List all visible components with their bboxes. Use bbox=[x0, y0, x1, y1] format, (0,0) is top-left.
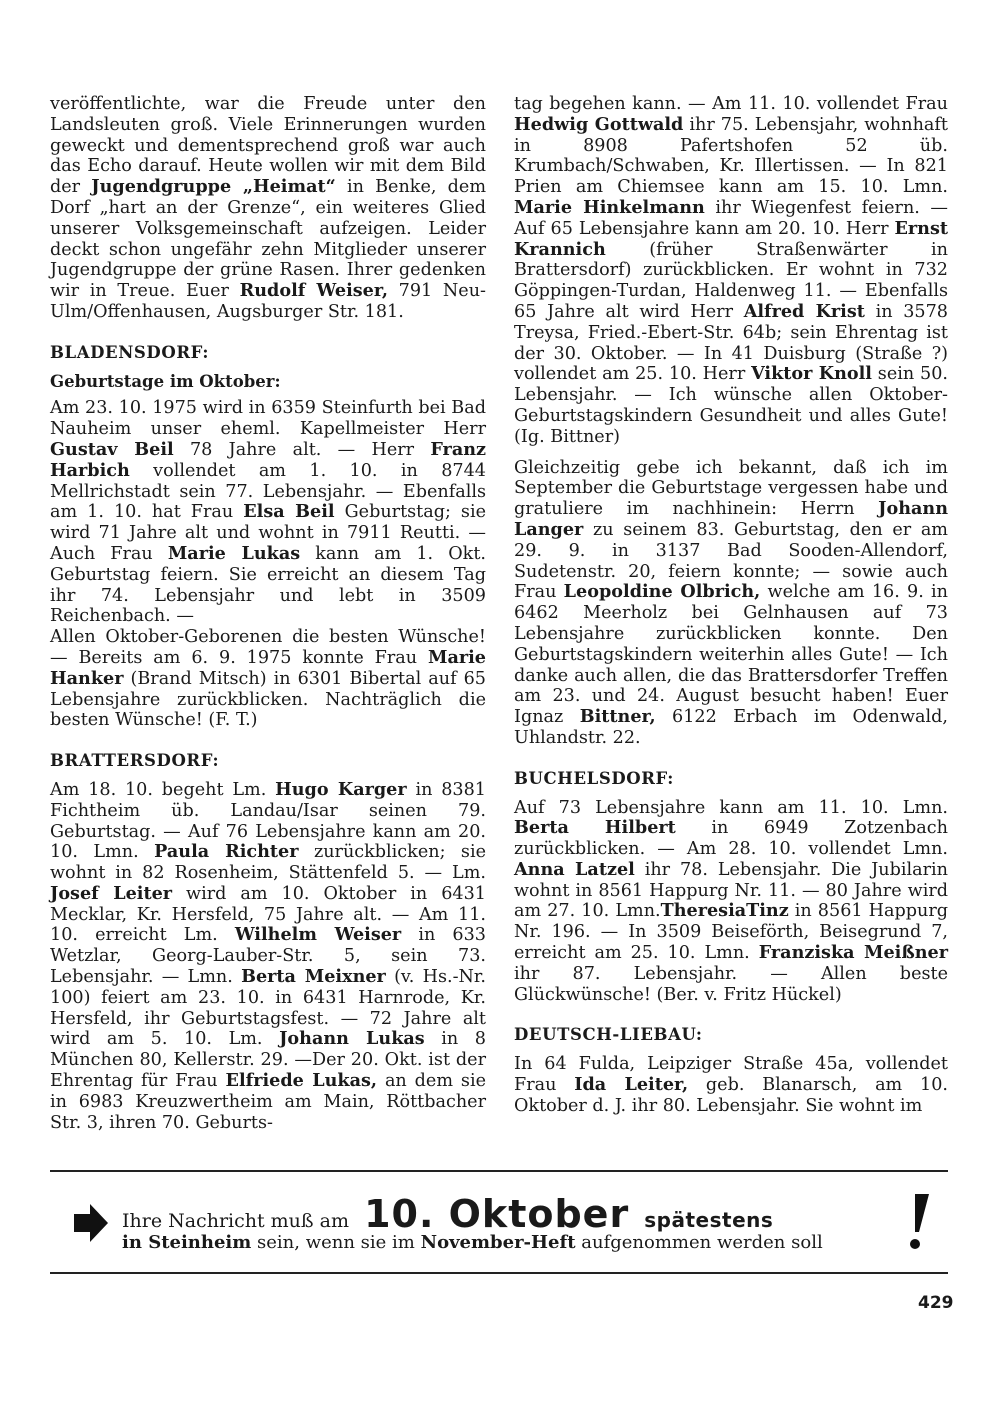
name-highlight: Bittner, bbox=[579, 706, 656, 728]
section-heading-bladensdorf: BLADENSDORF: bbox=[50, 342, 210, 362]
text-run: Am 18. 10. begeht Lm. bbox=[50, 779, 276, 800]
name-highlight: Elsa Beil bbox=[243, 501, 335, 523]
deutsch-liebau-paragraph bbox=[514, 1054, 948, 1116]
bladensdorf-paragraph bbox=[50, 398, 486, 627]
text-run: 78 Jahre alt. — Herr bbox=[173, 439, 431, 460]
name-highlight: Rudolf Weiser, bbox=[239, 280, 388, 302]
text-run: sein, wenn sie im bbox=[251, 1232, 421, 1253]
text-run: ihr 87. Lebensjahr. — Allen beste Glückwünsche! (Ber. v. Fritz Hückel) bbox=[514, 963, 948, 1005]
arrow-right-icon bbox=[70, 1202, 110, 1244]
text-run: wird am 10. Oktober in 6431 Mecklar, Kr. Hersfeld, 75 Jahre alt. — Am 11. 10. erreicht Lm. bbox=[50, 883, 486, 946]
name-highlight: Berta Hilbert bbox=[514, 817, 676, 839]
name-highlight: Ernst Krannich bbox=[514, 217, 948, 260]
text-run: in Benke, dem Dorf „hart an der Grenze“, ein weiteres Glied unserer Volksgemeinschaft aufzeigen. Leider deckt schon ungefähr zehn Mitglieder unserer Jugendgruppe der grüne Rasen. Ihrer gedenken wir in Treue. Euer bbox=[50, 177, 486, 302]
text-run: tag begehen kann. — Am 11. 10. vollendet Frau bbox=[514, 94, 948, 114]
brattersdorf-continued-paragraph bbox=[514, 94, 948, 448]
text-run: In 64 Fulda, Leipziger Straße 45a, vollendet Frau bbox=[514, 1054, 948, 1096]
name-highlight: TheresiaTinz bbox=[660, 900, 789, 922]
text-run: in 8 München 80, Kellerstr. 29. —Der 20. Okt. ist der Ehrentag für Frau bbox=[50, 1029, 486, 1092]
exclamation-icon bbox=[905, 1192, 931, 1252]
text-run: Am 23. 10. 1975 wird in 6359 Steinfurth bei Bad Nauheim unser eheml. Kapellmeister Herr bbox=[50, 398, 486, 440]
text-run: in 3578 Treysa, Fried.-Ebert-Str. 64b; sein Ehrentag ist der 30. Oktober. — In 41 Duisburg (Straße ?) vollendet am 25. 10. Herr bbox=[514, 301, 948, 385]
name-highlight: Marie Hanker bbox=[50, 646, 486, 689]
text-run: in 8561 Happurg Nr. 196. — In 3509 Beiseförth, Beisegrund 7, erreicht am 25. 10. Lmn. bbox=[514, 901, 949, 964]
name-highlight: Johann Langer bbox=[514, 498, 948, 540]
section-heading-brattersdorf: BRATTERSDORF: bbox=[50, 751, 220, 771]
deadline-pre-text: Ihre Nachricht muß am bbox=[122, 1210, 349, 1232]
subheading-geburtstage: Geburtstage im Oktober: bbox=[50, 371, 281, 391]
name-highlight: Anna Latzel bbox=[514, 858, 635, 880]
text-run: (v. Hs.-Nr. 100) feiert am 23. 10. in 6431 Harnrode, Kr. Hersfeld, ihr Geburtstagsfest. — 72 Jahre alt wird am 5. 10. Lm. bbox=[50, 967, 486, 1050]
section-heading-deutsch-liebau: DEUTSCH-LIEBAU: bbox=[514, 1025, 703, 1045]
name-highlight: November-Heft bbox=[420, 1232, 576, 1253]
text-run: Allen Oktober-Geborenen die besten Wünsche! — Bereits am 6. 9. 1975 konnte Frau bbox=[50, 627, 486, 668]
text-run: Auf 73 Lebensjahre kann am 11. 10. Lmn. bbox=[514, 797, 948, 818]
page-number: 429 bbox=[918, 1293, 954, 1313]
text-run: veröffentlichte, war die Freude unter den Landsleuten groß. Viele Erinnerungen wurden geweckt und dementsprechend groß war auch das Echo darauf. Heute wollen wir mit dem Bild der bbox=[50, 94, 486, 198]
text-run: vollendet am 1. 10. in 8744 Mellrichstadt sein 77. Lebensjahr. — Ebenfalls am 1. 10. hat Frau bbox=[50, 460, 486, 523]
intro-paragraph bbox=[50, 94, 486, 323]
name-highlight: Wilhelm Weiser bbox=[234, 924, 402, 946]
name-highlight: Franz Harbich bbox=[50, 438, 487, 481]
name-highlight: Leopoldine Olbrich, bbox=[563, 581, 761, 603]
name-highlight: Berta Meixner bbox=[241, 966, 386, 988]
name-highlight: Paula Richter bbox=[154, 841, 299, 863]
name-highlight: Hedwig Gottwald bbox=[514, 113, 684, 135]
name-highlight: Franziska Meißner bbox=[758, 942, 948, 964]
deadline-line-2 bbox=[122, 1232, 823, 1253]
text-run: 791 Neu-Ulm/Offenhausen, Augsburger Str. 181. bbox=[50, 281, 486, 322]
buchelsdorf-paragraph bbox=[514, 798, 948, 1006]
text-run: in 633 Wetzlar, Georg-Lauber-Str. 5, sein 73. Lebensjahr. — Lmn. bbox=[50, 925, 487, 988]
name-highlight: Jugendgruppe „Heimat“ bbox=[91, 176, 336, 198]
text-run: welche am 16. 9. in 6462 Meerholz bei Gelnhausen auf 73 Lebensjahre zurückblicken konnte. Den Geburtstagskindern weiterhin alles Gute! — Ich danke auch allen, die das Brattersdorfer Treffen am 23. und 24. August besucht haben! Euer Ignaz bbox=[514, 582, 949, 728]
text-run: kann am 1. Okt. Geburtstag feiern. Sie erreicht an diesem Tag ihr 74. Lebensjahr und lebt in 3509 Reichenbach. — bbox=[50, 543, 486, 627]
text-run: (Brand Mitsch) in 6301 Bibertal auf 65 Lebensjahre zurückblicken. Nachträglich die besten Wünsche! (F. T.) bbox=[50, 668, 486, 731]
bladensdorf-paragraph-2 bbox=[50, 627, 486, 731]
text-run: geb. Blanarsch, am 10. Oktober d. J. ihr 80. Lebensjahr. Sie wohnt im bbox=[514, 1075, 948, 1116]
name-highlight: Gustav Beil bbox=[50, 438, 174, 460]
text-run: ihr Wiegenfest feiern. — Auf 65 Lebensjahre kann am 20. 10. Herr bbox=[514, 197, 948, 239]
text-run: an dem sie in 6983 Kreuzwertheim am Main, Röttbacher Str. 3, ihren 70. Geburts- bbox=[50, 1071, 486, 1133]
text-run: sein 50. Lebensjahr. — Ich wünsche allen Oktober-Geburtstagskindern Gesundheit und alles Gute! (Ig. Bittner) bbox=[514, 364, 948, 447]
name-highlight: Marie Lukas bbox=[167, 542, 301, 564]
text-run: aufgenommen werden soll bbox=[575, 1232, 823, 1253]
text-run: Geburtstag; sie wird 71 Jahre alt und wohnt in 7911 Reutti. — Auch Frau bbox=[50, 502, 486, 564]
name-highlight: Marie Hinkelmann bbox=[514, 196, 705, 218]
text-run: ihr 75. Lebensjahr, wohnhaft in 8908 Pafertshofen 52 üb. Krumbach/Schwaben, Kr. Illertissen. — In 821 Prien am Chiemsee kann am 15. 10. Lmn. bbox=[514, 114, 948, 198]
name-highlight: Alfred Krist bbox=[743, 300, 865, 322]
left-column bbox=[50, 94, 486, 1133]
deadline-date: 10. Oktober bbox=[364, 1192, 630, 1236]
text-run: Gleichzeitig gebe ich bekannt, daß ich im September die Geburtstage vergessen habe und gratuliere im nachhinein: Herrn bbox=[514, 457, 948, 520]
right-column bbox=[514, 94, 948, 1117]
deadline-post-text: spätestens bbox=[644, 1208, 774, 1232]
name-highlight: Josef Leiter bbox=[50, 882, 173, 904]
brattersdorf-continued-paragraph-2 bbox=[514, 458, 948, 749]
text-run: (früher Straßenwärter in Brattersdorf) zurückblicken. Er wohnt in 732 Göppingen-Turdan, Haldenweg 11. — Ebenfalls 65 Jahre alt wird Herr bbox=[514, 239, 948, 322]
name-highlight: in Steinheim bbox=[122, 1232, 252, 1253]
text-run: ihr 78. Lebensjahr. Die Jubilarin wohnt in 8561 Happurg Nr. 11. — 80 Jahre wird am 27. 10. Lmn. bbox=[514, 859, 948, 922]
section-heading-buchelsdorf: BUCHELSDORF: bbox=[514, 768, 674, 788]
text-run: 6122 Erbach im Odenwald, Uhlandstr. 22. bbox=[514, 707, 948, 748]
text-run: in 8381 Fichtheim üb. Landau/Isar seinen 79. Geburtstag. — Auf 76 Lebensjahre kann am 20. 10. Lmn. bbox=[50, 779, 486, 863]
name-highlight: Viktor Knoll bbox=[751, 363, 872, 385]
deadline-line-1 bbox=[122, 1192, 773, 1236]
deadline-notice-banner bbox=[50, 1170, 948, 1274]
text-run: zurückblicken; sie wohnt in 82 Rosenheim, Stättenfeld 5. — Lm. bbox=[50, 842, 486, 884]
text-run: in 6949 Zotzenbach zurückblicken. — Am 28. 10. vollendet Lmn. bbox=[514, 818, 948, 860]
name-highlight: Ida Leiter, bbox=[574, 1074, 689, 1096]
name-highlight: Elfriede Lukas, bbox=[225, 1070, 378, 1092]
name-highlight: Johann Lukas bbox=[279, 1028, 425, 1050]
text-run: zu seinem 83. Geburtstag, den er am 29. 9. in 3137 Bad Sooden-Allendorf, Sudetenstr. 20, feiern konnte; — sowie auch Frau bbox=[514, 519, 948, 603]
name-highlight: Hugo Karger bbox=[275, 778, 407, 800]
brattersdorf-paragraph bbox=[50, 780, 486, 1134]
